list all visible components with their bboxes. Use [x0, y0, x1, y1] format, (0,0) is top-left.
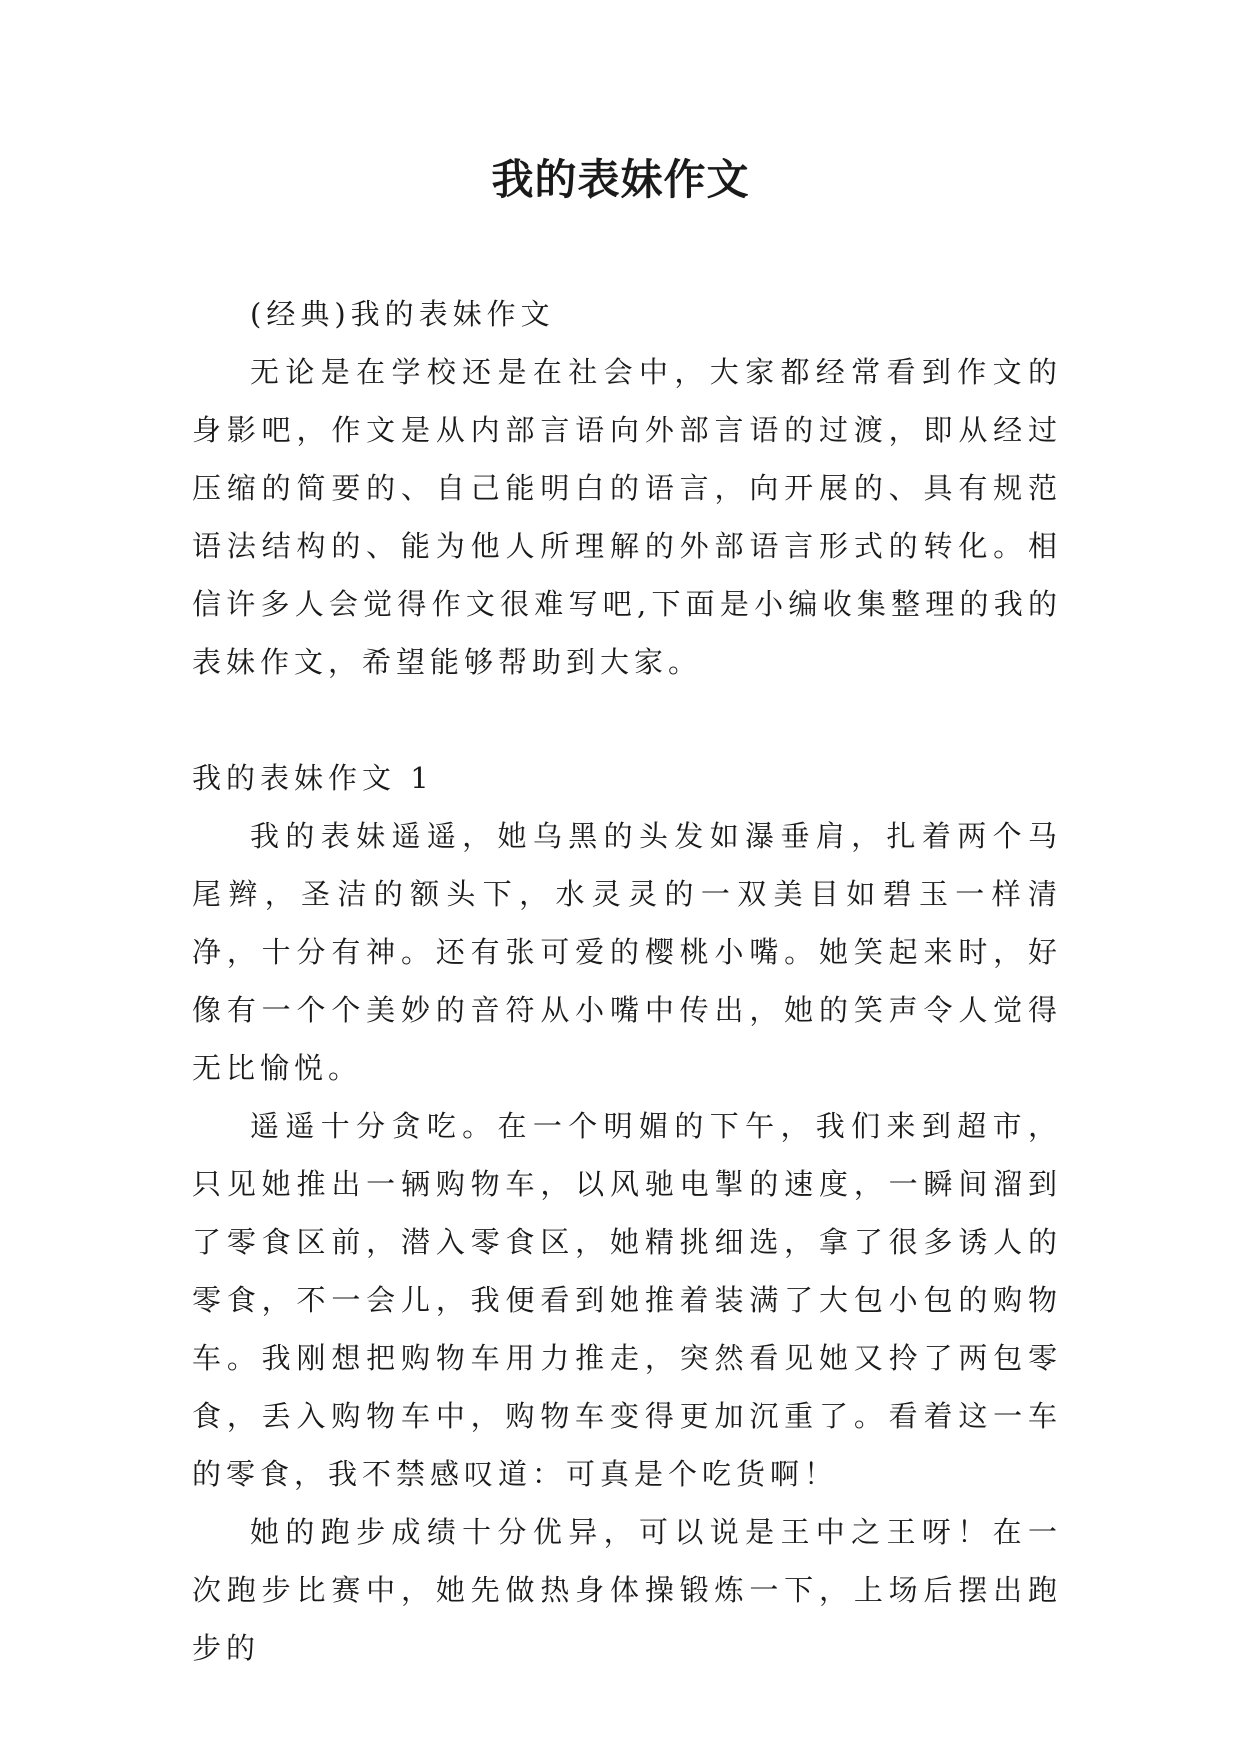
paragraph-spacer — [192, 691, 1062, 749]
body-paragraph-1: 我的表妹遥遥，她乌黑的头发如瀑垂肩，扎着两个马尾辫，圣洁的额头下，水灵灵的一双美目如碧玉一样清净，十分有神。还有张可爱的樱桃小嘴。她笑起来时，好像有一个个美妙的音符从小嘴中传出，她的笑声令人觉得无比愉悦。 — [192, 819, 1062, 1085]
section-heading: 我的表妹作文 1 — [192, 761, 434, 795]
document-subtitle: (经典)我的表妹作文 — [250, 297, 555, 331]
document-title: 我的表妹作文 — [491, 155, 750, 204]
intro-paragraph: 无论是在学校还是在社会中，大家都经常看到作文的身影吧，作文是从内部言语向外部言语的过渡，即从经过压缩的简要的、自己能明白的语言，向开展的、具有规范语法结构的、能为他人所理解的外部语言形式的转化。相信许多人会觉得作文很难写吧,下面是小编收集整理的我的表妹作文，希望能够帮助到大家。 — [192, 355, 1062, 679]
body-paragraph-2: 遥遥十分贪吃。在一个明媚的下午，我们来到超市，只见她推出一辆购物车，以风驰电掣的速度，一瞬间溜到了零食区前，潜入零食区，她精挑细选，拿了很多诱人的零食，不一会儿，我便看到她推着装满了大包小包的购物车。我刚想把购物车用力推走，突然看见她又拎了两包零食，丢入购物车中，购物车变得更加沉重了。看着这一车的零食，我不禁感叹道：可真是个吃货啊！ — [192, 1109, 1062, 1491]
document-body — [192, 285, 1062, 1677]
body-paragraph-3: 她的跑步成绩十分优异，可以说是王中之王呀！在一次跑步比赛中，她先做热身体操锻炼一下，上场后摆出跑步的 — [192, 1515, 1062, 1665]
